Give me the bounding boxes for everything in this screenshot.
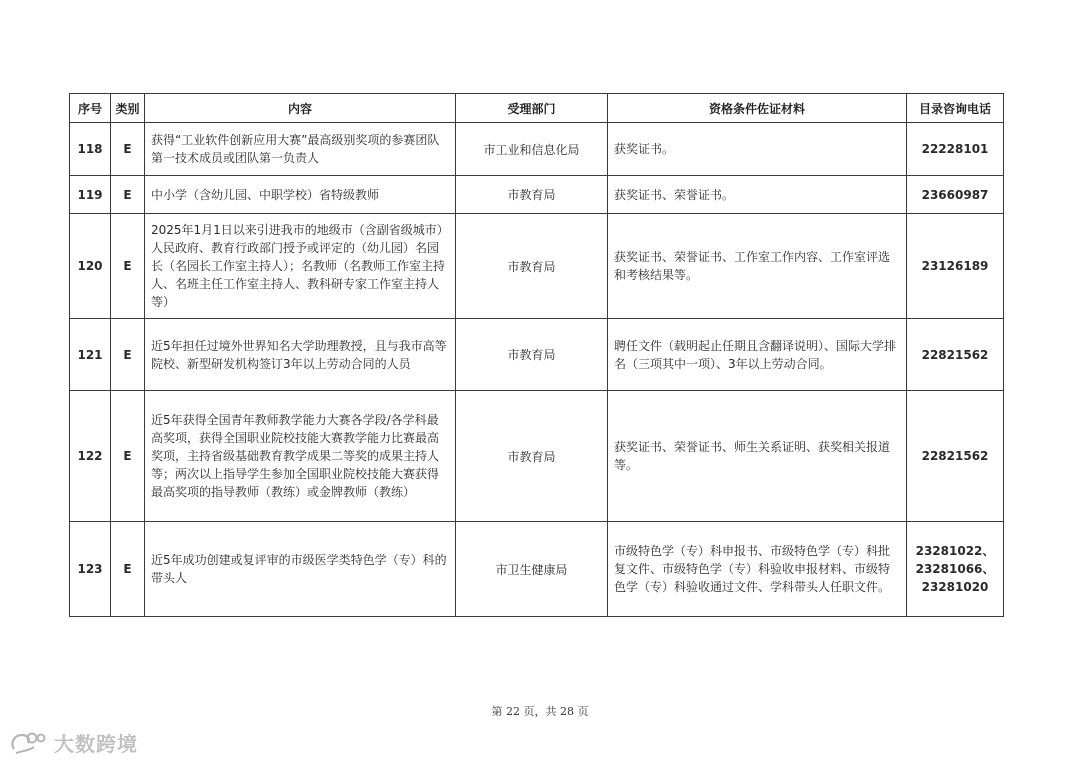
row-phone xyxy=(907,522,1004,617)
phone-number: 23281066、 xyxy=(915,562,995,576)
row-category: E xyxy=(111,522,145,617)
header-category: 类别 xyxy=(111,94,145,123)
phone-number: 23126189 xyxy=(921,259,989,273)
row-number: 120 xyxy=(70,214,111,319)
page-number: 第 22 页，共 28 页 xyxy=(491,705,589,718)
row-number: 118 xyxy=(70,123,111,176)
phone-number: 23281020 xyxy=(921,580,989,594)
phone-number: 23281022、 xyxy=(915,544,995,558)
row-number: 121 xyxy=(70,319,111,391)
row-category: E xyxy=(111,391,145,522)
header-content: 内容 xyxy=(145,94,456,123)
row-materials: 市级特色学（专）科申报书、市级特色学（专）科批复文件、市级特色学（专）科验收申报材料、市级特色学（专）科验收通过文件、学科带头人任职文件。 xyxy=(608,522,907,617)
table-row xyxy=(70,319,1004,391)
table-row xyxy=(70,214,1004,319)
watermark xyxy=(8,728,138,757)
row-phone xyxy=(907,391,1004,522)
row-materials: 获奖证书。 xyxy=(608,123,907,176)
table-row xyxy=(70,123,1004,176)
row-phone xyxy=(907,214,1004,319)
row-materials: 获奖证书、荣誉证书。 xyxy=(608,176,907,214)
header-department: 受理部门 xyxy=(456,94,608,123)
row-department: 市教育局 xyxy=(456,214,608,319)
row-department: 市教育局 xyxy=(456,176,608,214)
row-phone xyxy=(907,176,1004,214)
row-materials: 获奖证书、荣誉证书、工作室工作内容、工作室评选和考核结果等。 xyxy=(608,214,907,319)
table-header-row xyxy=(70,94,1004,123)
row-content: 近5年获得全国青年教师教学能力大赛各学段/各学科最高奖项，获得全国职业院校技能大赛教学能力比赛最高奖项，主持省级基础教育教学成果二等奖的成果主持人等；两次以上指导学生参加全国职业院校技能大赛获得最高奖项的指导教师（教练）或金牌教师（教练） xyxy=(145,391,456,522)
table-row xyxy=(70,176,1004,214)
row-content: 2025年1月1日以来引进我市的地级市（含副省级城市）人民政府、教育行政部门授予或评定的（幼儿园）名园长（名园长工作室主持人）；名教师（名教师工作室主持人、名班主任工作室主持人、教科研专家工作室主持人等） xyxy=(145,214,456,319)
header-materials: 资格条件佐证材料 xyxy=(608,94,907,123)
row-phone xyxy=(907,319,1004,391)
row-department: 市教育局 xyxy=(456,319,608,391)
row-category: E xyxy=(111,123,145,176)
weibo-style-logo-icon xyxy=(8,729,48,757)
row-materials: 聘任文件（载明起止任期且含翻译说明）、国际大学排名（三项其中一项）、3年以上劳动合同。 xyxy=(608,319,907,391)
row-phone xyxy=(907,123,1004,176)
row-content: 中小学（含幼儿园、中职学校）省特级教师 xyxy=(145,176,456,214)
row-materials: 获奖证书、荣誉证书、师生关系证明、获奖相关报道等。 xyxy=(608,391,907,522)
row-department: 市卫生健康局 xyxy=(456,522,608,617)
phone-number: 22821562 xyxy=(921,347,989,362)
row-content: 近5年成功创建或复评审的市级医学类特色学（专）科的带头人 xyxy=(145,522,456,617)
row-number: 122 xyxy=(70,391,111,522)
header-phone: 目录咨询电话 xyxy=(907,94,1004,123)
phone-number: 22821562 xyxy=(921,449,989,463)
table-row xyxy=(70,391,1004,522)
watermark-text: 大数跨境 xyxy=(54,732,138,756)
phone-number: 22228101 xyxy=(921,142,989,156)
header-num: 序号 xyxy=(70,94,111,123)
policy-table xyxy=(69,93,1004,617)
row-department: 市教育局 xyxy=(456,391,608,522)
row-number: 123 xyxy=(70,522,111,617)
row-department: 市工业和信息化局 xyxy=(456,123,608,176)
row-category: E xyxy=(111,176,145,214)
row-content: 近5年担任过境外世界知名大学助理教授，且与我市高等院校、新型研发机构签订3年以上劳动合同的人员 xyxy=(145,319,456,391)
row-content: 获得“工业软件创新应用大赛”最高级别奖项的参赛团队第一技术成员或团队第一负责人 xyxy=(145,123,456,176)
row-category: E xyxy=(111,214,145,319)
phone-number: 23660987 xyxy=(921,187,989,202)
row-number: 119 xyxy=(70,176,111,214)
row-category: E xyxy=(111,319,145,391)
table-row xyxy=(70,522,1004,617)
